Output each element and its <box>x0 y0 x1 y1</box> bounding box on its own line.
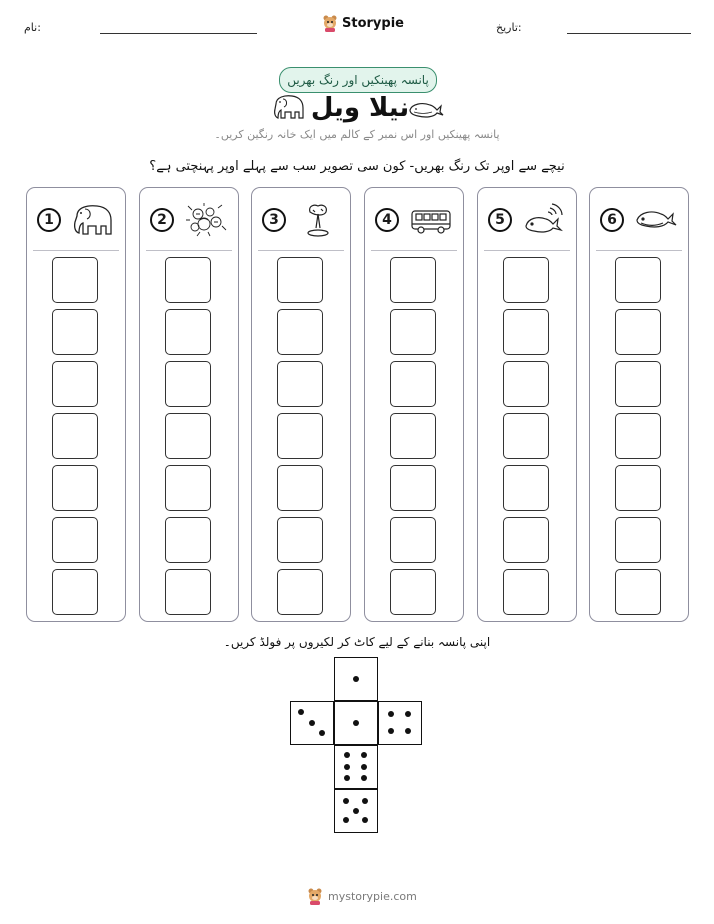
color-box[interactable] <box>277 309 323 355</box>
die-pip <box>353 676 359 682</box>
storypie-logo-icon <box>307 887 323 905</box>
column-number-badge: 2 <box>150 208 174 232</box>
column-number-badge: 3 <box>262 208 286 232</box>
column-4 <box>364 187 464 622</box>
die-pip <box>343 798 349 804</box>
color-box[interactable] <box>390 569 436 615</box>
color-box[interactable] <box>165 257 211 303</box>
color-box[interactable] <box>277 413 323 459</box>
color-box[interactable] <box>390 361 436 407</box>
column-3 <box>251 187 351 622</box>
color-box[interactable] <box>615 309 661 355</box>
footer <box>307 886 417 906</box>
color-box[interactable] <box>503 465 549 511</box>
column-number-badge: 6 <box>600 208 624 232</box>
color-box[interactable] <box>615 257 661 303</box>
color-box[interactable] <box>390 309 436 355</box>
die-face <box>334 789 378 833</box>
die-pip <box>344 764 350 770</box>
column-1 <box>26 187 126 622</box>
die-face <box>334 701 378 745</box>
color-box[interactable] <box>503 257 549 303</box>
column-number-badge: 5 <box>488 208 512 232</box>
whale-icon <box>634 202 678 238</box>
column-6 <box>589 187 689 622</box>
color-box[interactable] <box>277 517 323 563</box>
color-box[interactable] <box>165 413 211 459</box>
column-header <box>27 188 125 252</box>
die-pip <box>344 752 350 758</box>
column-2 <box>139 187 239 622</box>
name-line[interactable] <box>100 33 257 34</box>
die-pip <box>362 798 368 804</box>
column-divider <box>371 250 457 251</box>
die-pip <box>405 711 411 717</box>
color-box[interactable] <box>52 465 98 511</box>
column-divider <box>33 250 119 251</box>
color-box[interactable] <box>390 257 436 303</box>
die-pip <box>353 720 359 726</box>
instructions: نیچے سے اوپر تک رنگ بھریں- کون سی تصویر سب سے پہلے اوپر پہنچتی ہے؟ <box>149 159 565 174</box>
color-box[interactable] <box>165 361 211 407</box>
name-label: نام: <box>24 21 41 34</box>
color-box[interactable] <box>615 361 661 407</box>
elephant-icon <box>71 202 115 238</box>
color-box[interactable] <box>52 413 98 459</box>
date-label: تاریخ: <box>496 21 522 34</box>
singing-whale-icon <box>522 202 566 238</box>
date-line[interactable] <box>567 33 691 34</box>
color-box[interactable] <box>52 309 98 355</box>
brand <box>322 13 404 33</box>
color-box[interactable] <box>615 413 661 459</box>
storypie-logo-icon <box>322 14 338 32</box>
color-box[interactable] <box>277 465 323 511</box>
die-pip <box>344 775 350 781</box>
activity-pill: پانسہ پھینکیں اور رنگ بھریں <box>279 67 437 93</box>
die-pip <box>362 817 368 823</box>
water-spout-icon <box>296 202 340 238</box>
column-divider <box>258 250 344 251</box>
column-divider <box>484 250 570 251</box>
color-box[interactable] <box>52 569 98 615</box>
footer-url[interactable]: mystorypie.com <box>328 889 417 903</box>
die-face <box>334 745 378 789</box>
color-box[interactable] <box>503 413 549 459</box>
die-pip <box>361 752 367 758</box>
elephant-icon <box>272 94 306 122</box>
color-box[interactable] <box>165 517 211 563</box>
die-pip <box>361 764 367 770</box>
color-box[interactable] <box>390 413 436 459</box>
plankton-icon <box>184 202 228 238</box>
whale-icon <box>408 98 444 120</box>
color-box[interactable] <box>390 517 436 563</box>
color-box[interactable] <box>615 517 661 563</box>
column-header <box>478 188 576 252</box>
bus-icon <box>409 202 453 238</box>
color-box[interactable] <box>165 309 211 355</box>
brand-name: Storypie <box>342 15 404 31</box>
cut-instructions: اپنی پانسہ بنانے کے لیے کاٹ کر لکیروں پر فولڈ کریں۔ <box>223 635 491 649</box>
column-header <box>590 188 688 252</box>
die-pip <box>298 709 304 715</box>
color-box[interactable] <box>277 361 323 407</box>
column-header <box>252 188 350 252</box>
column-number-badge: 4 <box>375 208 399 232</box>
die-pip <box>405 728 411 734</box>
die-face <box>290 701 334 745</box>
color-box[interactable] <box>503 569 549 615</box>
color-box[interactable] <box>165 465 211 511</box>
die-pip <box>353 808 359 814</box>
color-box[interactable] <box>277 257 323 303</box>
column-divider <box>146 250 232 251</box>
die-pip <box>361 775 367 781</box>
color-box[interactable] <box>503 361 549 407</box>
color-box[interactable] <box>615 569 661 615</box>
die-pip <box>388 711 394 717</box>
color-box[interactable] <box>390 465 436 511</box>
color-box[interactable] <box>52 257 98 303</box>
die-face <box>334 657 378 701</box>
color-box[interactable] <box>52 361 98 407</box>
subtitle: پانسہ پھینکیں اور اس نمبر کے کالم میں ایک خانہ رنگین کریں۔ <box>214 128 500 141</box>
column-header <box>365 188 463 252</box>
page-title: نیلا ویل <box>310 93 410 123</box>
die-pip <box>319 730 325 736</box>
column-divider <box>596 250 682 251</box>
die-pip <box>309 720 315 726</box>
column-5 <box>477 187 577 622</box>
die-face <box>378 701 422 745</box>
color-box[interactable] <box>277 569 323 615</box>
column-header <box>140 188 238 252</box>
die-pip <box>388 728 394 734</box>
color-box[interactable] <box>615 465 661 511</box>
color-box[interactable] <box>52 517 98 563</box>
color-box[interactable] <box>503 309 549 355</box>
die-pip <box>343 817 349 823</box>
color-box[interactable] <box>165 569 211 615</box>
column-number-badge: 1 <box>37 208 61 232</box>
color-box[interactable] <box>503 517 549 563</box>
